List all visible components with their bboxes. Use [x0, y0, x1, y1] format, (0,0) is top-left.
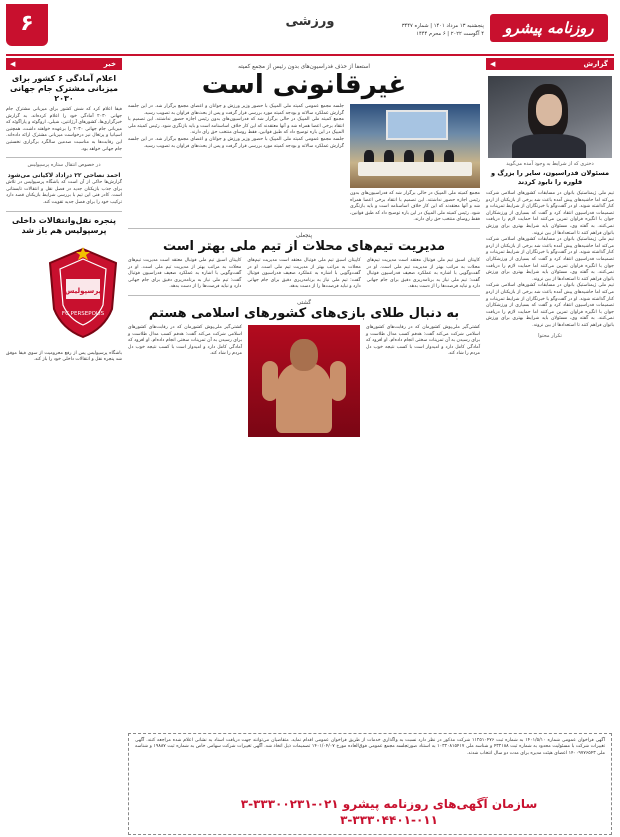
persepolis-headline: پنجره نقل‌وانتقالات داخلی پرسپولیس هم باز شد: [12, 215, 116, 235]
left-column: [6, 58, 122, 837]
newspaper-logo: روزنامه پیشرو: [490, 14, 608, 42]
wrestler-photo: [248, 325, 360, 437]
report-tag-label: گزارش: [583, 60, 608, 68]
center-column: [128, 58, 480, 437]
persepolis-body: باشگاه پرسپولیس پس از رفع محرومیت از سوی فیفا موفق شد پنجره نقل و انتقالات داخلی خود را باز کند.: [6, 350, 122, 363]
divider: [128, 295, 480, 296]
page-number: ۶: [6, 4, 48, 46]
wrestling-body-a: کشتی‌گیر ملی‌پوش کشورمان که در رقابت‌های کشورهای اسلامی شرکت می‌کند گفت: هدفم کسب مدال طلاست و برای رسیدن به آن تمرینات سختی انجام داده‌ام. او افزود که آمادگی کامل دارد و امیدوار است با کسب نتیجه خوب دل مردم را شاد کند.: [366, 324, 480, 357]
crest-label: FC PERSEPOLIS: [61, 310, 105, 317]
wrestling-story: [128, 325, 480, 437]
management-headline: مدیریت تیم‌های محلات از تیم ملی بهتر است: [162, 238, 446, 254]
main-story-right: [350, 104, 480, 224]
report-headline: مسئولان فدراسیون، سایر را بزرگ و فلوره را نابود کردند: [490, 169, 610, 186]
divider: [6, 157, 122, 158]
transfer-headline: احمد نصاحی ۲۲ دراداد لاکیانی می‌شود: [7, 172, 121, 180]
main-story: [128, 104, 480, 224]
main-headline: غیرقانونی است: [201, 70, 407, 100]
wrestling-body-b: کشتی‌گیر ملی‌پوش کشورمان که در رقابت‌های کشورهای اسلامی شرکت می‌کند گفت: هدفم کسب مدال طلاست و برای رسیدن به آن تمرینات سختی انجام داده‌ام. او افزود که آمادگی کامل دارد و امیدوار است با کسب نتیجه خوب دل مردم را شاد کند.: [128, 324, 242, 357]
management-story: [128, 258, 480, 291]
arrow-left-icon: ◀: [10, 60, 16, 68]
right-column: [486, 58, 614, 837]
main-story-body-c: مجمع کمیته ملی المپیک در حالی برگزار شد که فدراسیون‌های بدون رئیس اجازه حضور نداشتند. این تصمیم با انتقاد برخی اعضا همراه شد و آنها معتقدند که این کار خلاف اساسنامه است و باید بازنگری شود. رئیس کمیته ملی المپیک در این باره توضیح داد که طبق قوانین، فقط روسای منتخب حق رای دارند.: [128, 117, 344, 136]
world-cup-body: فیفا اعلام کرد که شش کشور برای میزبانی مشترک جام جهانی ۲۰۳۰ آمادگی خود را اعلام کرده‌اند. به گزارش خبرگزاری‌ها، کشورهای آرژانتین، شیلی، اروگوئه و پاراگوئه که میزبانی جام جهانی ۲۰۳۰ را برعهده خواهند داشت، همچنین اسپانیا و پرتغال نیز درخواست میزبانی مشترک ارائه داده‌اند. این رقابت‌ها به مناسبت صدمین سالگرد برگزاری نخستین جام جهانی خواهد بود.: [6, 107, 122, 152]
management-body-c: کاپیتان اسبق تیم ملی فوتبال معتقد است مدیریت تیم‌های محلات به مراتب بهتر از مدیریت تیم ملی است. او در گفت‌وگویی با اشاره به عملکرد ضعیف فدراسیون فوتبال گفت: تیم ملی نیاز به برنامه‌ریزی دقیق برای جام جهانی دارد و نباید فرصت‌ها را از دست بدهد.: [128, 257, 242, 290]
assembly-meeting-photo: [350, 104, 480, 188]
date-line-2: ۴ آگوست ۲۰۲۲ | ۶ محرم ۱۴۴۴: [416, 31, 484, 37]
main-story-left: [128, 104, 344, 224]
news-tag: [6, 58, 122, 70]
persepolis-crest-logo: [44, 245, 122, 341]
masthead: [0, 0, 620, 58]
arrow-left-icon: ◀: [490, 60, 496, 68]
news-tag-label: خبر: [103, 60, 116, 68]
legal-notices-text: آگهی فراخوان عمومی شماره ۱۴۰۱/۵/۱۰ به شماره ثبت ۱۱۲۵۱۰۴۷۶ شرکت مذکور در نظر دارد نسبت به واگذاری خدمات از طریق فراخوان عمومی اقدام نماید. متقاضیان می‌توانند جهت دریافت اسناد به نشانی اعلام شده مراجعه کنند. آگهی تغییرات شرکت با مسئولیت محدود به شماره ثبت ۴۳۲۱۸۸ و شناسه ملی ۱۰۳۲۰۸۱۵۴۱۷ به استناد صورتجلسه مجمع عمومی فوق‌العاده مورخ ۱۴۰۱/۰۴/۰۷ تصمیمات ذیل اتخاذ شد. آگهی تغییرات شرکت سهامی خاص به شماره ثبت ۱۹۸۸۷ و شناسه ملی ۱۴۰۰۹۷۷۶۵۴۳ اعضای هیئت مدیره برای مدت دو سال انتخاب شدند.: [135, 738, 606, 756]
date-line-1: پنجشنبه ۱۳ مرداد ۱۴۰۱ | شماره ۳۴۴۷: [401, 23, 484, 29]
management-kicker: پنجعلی: [295, 232, 313, 239]
report-footer: تکرار محتوا: [538, 333, 562, 340]
transfer-body: گزارش‌ها حاکی از آن است که باشگاه پرسپولیس در تلاش برای جذب بازیکنان جدید در فصل نقل و انتقالات تابستانی است. کادر فنی این تیم با بررسی شرایط بازیکنان قصد دارد ترکیب خود را برای فصل جدید تقویت کند.: [6, 180, 122, 205]
divider: [128, 228, 480, 229]
transfer-kicker: در خصوص انتقال ستاره پرسپولیس: [27, 162, 101, 169]
world-cup-headline: اعلام آمادگی ۶ کشور برای میزبانی مشترک جام جهانی ۲۰۳۰: [10, 74, 118, 103]
ads-office-footer: سازمان آگهی‌های روزنامه پیشرو ۰۲۱-۳۳۳۰۰۲۳۱-۳ ۰۱۱-۳۳۳۰۴۴۰۱-۳: [240, 797, 538, 827]
wrestling-kicker: گشتی: [296, 299, 311, 306]
wrestling-headline: به دنبال طلای بازی‌های کشورهای اسلامی هستم: [148, 305, 460, 321]
report-body: تیم ملی ژیمناستیک بانوان در مسابقات کشورهای اسلامی شرکت می‌کند اما حاشیه‌های پیش آمده باعث شد برخی از بازیکنان از اردو کنار گذاشته شوند. او در گفت‌وگو با خبرنگاران از شرایط تمرینات و تصمیمات فدراسیون انتقاد کرد و گفت که بسیاری از ورزشکاران جوان با انگیزه فراوان تمرین می‌کنند اما حمایت لازم را دریافت نمی‌کنند. به گفته وی، مسئولان باید شرایط بهتری برای ورزش بانوان فراهم کنند تا استعدادها از بین نروند.: [486, 191, 614, 236]
report-body-cont: تیم ملی ژیمناستیک بانوان در مسابقات کشورهای اسلامی شرکت می‌کند اما حاشیه‌های پیش آمده باعث شد برخی از بازیکنان از اردو کنار گذاشته شوند. او در گفت‌وگو با خبرنگاران از شرایط تمرینات و تصمیمات فدراسیون انتقاد کرد و گفت که بسیاری از ورزشکاران جوان با انگیزه فراوان تمرین می‌کنند اما حمایت لازم را دریافت نمی‌کنند. به گفته وی، مسئولان باید شرایط بهتری برای ورزش بانوان فراهم کنند تا استعدادها از بین نروند.: [486, 237, 614, 282]
header-rule: [6, 54, 614, 56]
divider: [6, 211, 122, 212]
wrestling-photo-wrap: [248, 325, 360, 437]
advertisement-block: [128, 733, 612, 835]
main-story-body-b: جلسه مجمع عمومی کمیته ملی المپیک با حضور وزیر ورزش و جوانان و اعضای مجمع برگزار شد. در این جلسه گزارش عملکرد سالانه و بودجه کمیته مورد بررسی قرار گرفت و پس از بحث‌های فراوان به تصویب رسید.: [128, 104, 344, 116]
management-body-a: کاپیتان اسبق تیم ملی فوتبال معتقد است مدیریت تیم‌های محلات به مراتب بهتر از مدیریت تیم ملی است. او در گفت‌وگویی با اشاره به عملکرد ضعیف فدراسیون فوتبال گفت: تیم ملی نیاز به برنامه‌ریزی دقیق برای جام جهانی دارد و نباید فرصت‌ها را از دست بدهد.: [366, 257, 480, 290]
crest-text: پرسپولیس: [64, 286, 102, 295]
athlete-portrait-photo: [488, 76, 612, 158]
main-story-body-a: مجمع کمیته ملی المپیک در حالی برگزار شد که فدراسیون‌های بدون رئیس اجازه حضور نداشتند. این تصمیم با انتقاد برخی اعضا همراه شد و آنها معتقدند که این کار خلاف اساسنامه است و باید بازنگری شود. رئیس کمیته ملی المپیک در این باره توضیح داد که طبق قوانین، فقط روسای منتخب حق رای دارند.: [350, 191, 480, 223]
report-kicker: دختری که از شرایط به وجود آمده می‌گوید: [506, 161, 594, 167]
main-kicker: استعفا از حذف فدراسیون‌های بدون رئیس از مجمع کمیته: [238, 64, 370, 70]
main-story-body-d: جلسه مجمع عمومی کمیته ملی المپیک با حضور وزیر ورزش و جوانان و اعضای مجمع برگزار شد. در این جلسه گزارش عملکرد سالانه و بودجه کمیته مورد بررسی قرار گرفت و پس از بحث‌های فراوان به تصویب رسید.: [128, 136, 344, 149]
report-body-cont-2: تیم ملی ژیمناستیک بانوان در مسابقات کشورهای اسلامی شرکت می‌کند اما حاشیه‌های پیش آمده باعث شد برخی از بازیکنان از اردو کنار گذاشته شوند. او در گفت‌وگو با خبرنگاران از شرایط تمرینات و تصمیمات فدراسیون انتقاد کرد و گفت که بسیاری از ورزشکاران جوان با انگیزه فراوان تمرین می‌کنند اما حمایت لازم را دریافت نمی‌کنند. به گفته وی، مسئولان باید شرایط بهتری برای ورزش بانوان فراهم کنند تا استعدادها از بین نروند.: [486, 283, 614, 328]
report-tag: [486, 58, 614, 70]
dateline: [400, 22, 484, 38]
section-title: ورزشی: [285, 14, 335, 29]
management-body-b: کاپیتان اسبق تیم ملی فوتبال معتقد است مدیریت تیم‌های محلات به مراتب بهتر از مدیریت تیم ملی است. او در گفت‌وگویی با اشاره به عملکرد ضعیف فدراسیون فوتبال گفت: تیم ملی نیاز به برنامه‌ریزی دقیق برای جام جهانی دارد و نباید فرصت‌ها را از دست بدهد.: [247, 257, 361, 290]
